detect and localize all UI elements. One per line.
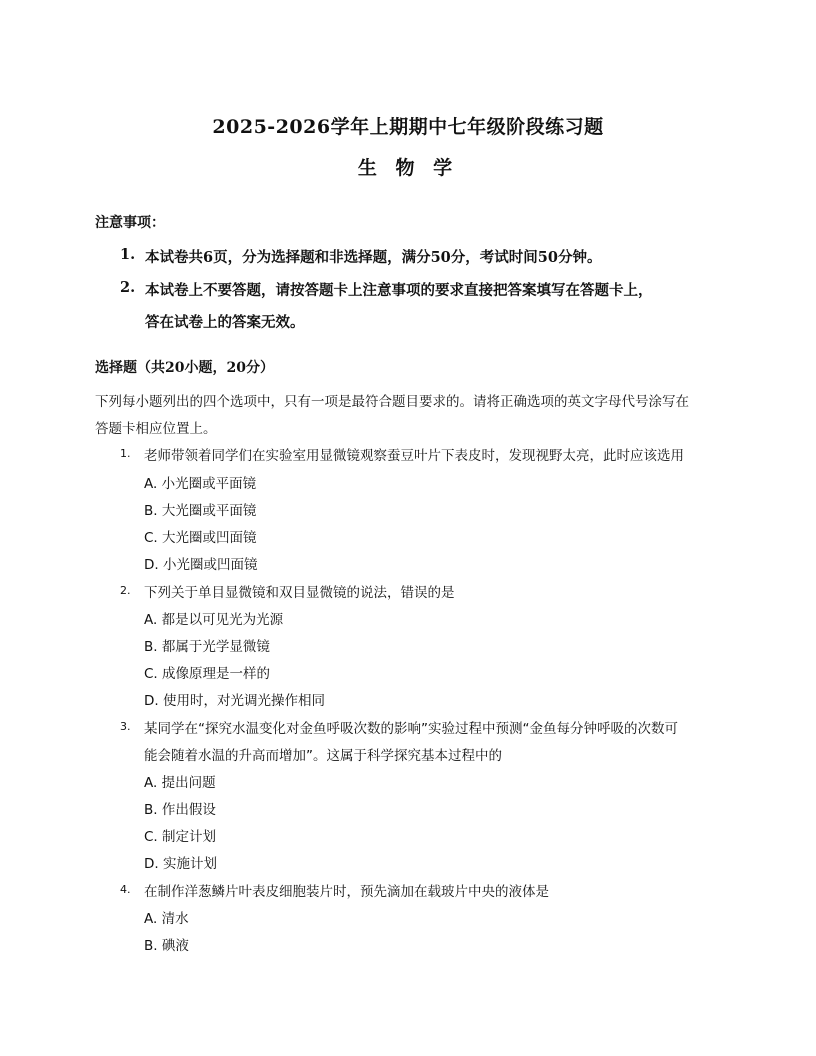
option: A. 提出问题 (144, 775, 216, 791)
section-instructions: 下列每小题列出的四个选项中，只有一项是最符合题目要求的。请将正确选项的英文字母代号涂写在 (95, 394, 689, 410)
option: D. 使用时，对光调光操作相同 (144, 693, 325, 709)
notes-heading: 注意事项： (95, 215, 165, 231)
note-line: 本试卷共6页，分为选择题和非选择题，满分50分，考试时间50分钟。 (145, 249, 602, 266)
section-heading: 选择题（共20小题，20分） (95, 360, 274, 376)
exam-title: 2025-2026学年上期期中七年级阶段练习题 (212, 116, 604, 138)
option: B. 都属于光学显微镜 (144, 639, 270, 655)
option: A. 小光圈或平面镜 (144, 476, 257, 492)
question-number: 4. (120, 883, 131, 896)
question-text: 老师带领着同学们在实验室用显微镜观察蚕豆叶片下表皮时，发现视野太亮，此时应该选用 (144, 448, 684, 464)
option: B. 大光圈或平面镜 (144, 503, 257, 519)
note-line: 答在试卷上的答案无效。 (145, 314, 305, 331)
option: B. 作出假设 (144, 802, 216, 818)
question-number: 2. (120, 584, 131, 597)
option: B. 碘液 (144, 938, 189, 954)
note-number: 2. (120, 279, 136, 296)
question-number: 1. (120, 447, 131, 460)
option: A. 都是以可见光为光源 (144, 612, 284, 628)
option: C. 制定计划 (144, 829, 217, 845)
question-text: 下列关于单目显微镜和双目显微镜的说法，错误的是 (144, 585, 455, 601)
note-number: 1. (120, 246, 136, 263)
exam-subject: 生 物 学 (357, 157, 459, 179)
note-line: 本试卷上不要答题，请按答题卡上注意事项的要求直接把答案填写在答题卡上， (145, 282, 653, 299)
option: C. 大光圈或凹面镜 (144, 530, 257, 546)
option: C. 成像原理是一样的 (144, 666, 271, 682)
option: D. 小光圈或凹面镜 (144, 557, 258, 573)
option: A. 清水 (144, 911, 189, 927)
question-text: 某同学在“探究水温变化对金鱼呼吸次数的影响”实验过程中预测“金鱼每分钟呼吸的次数可 (144, 721, 678, 737)
section-instructions: 答题卡相应位置上。 (95, 421, 217, 437)
question-number: 3. (120, 720, 131, 733)
option: D. 实施计划 (144, 856, 217, 872)
question-text: 在制作洋葱鳞片叶表皮细胞装片时，预先滴加在载玻片中央的液体是 (144, 884, 549, 900)
question-text: 能会随着水温的升高而增加”。这属于科学探究基本过程中的 (144, 748, 502, 764)
